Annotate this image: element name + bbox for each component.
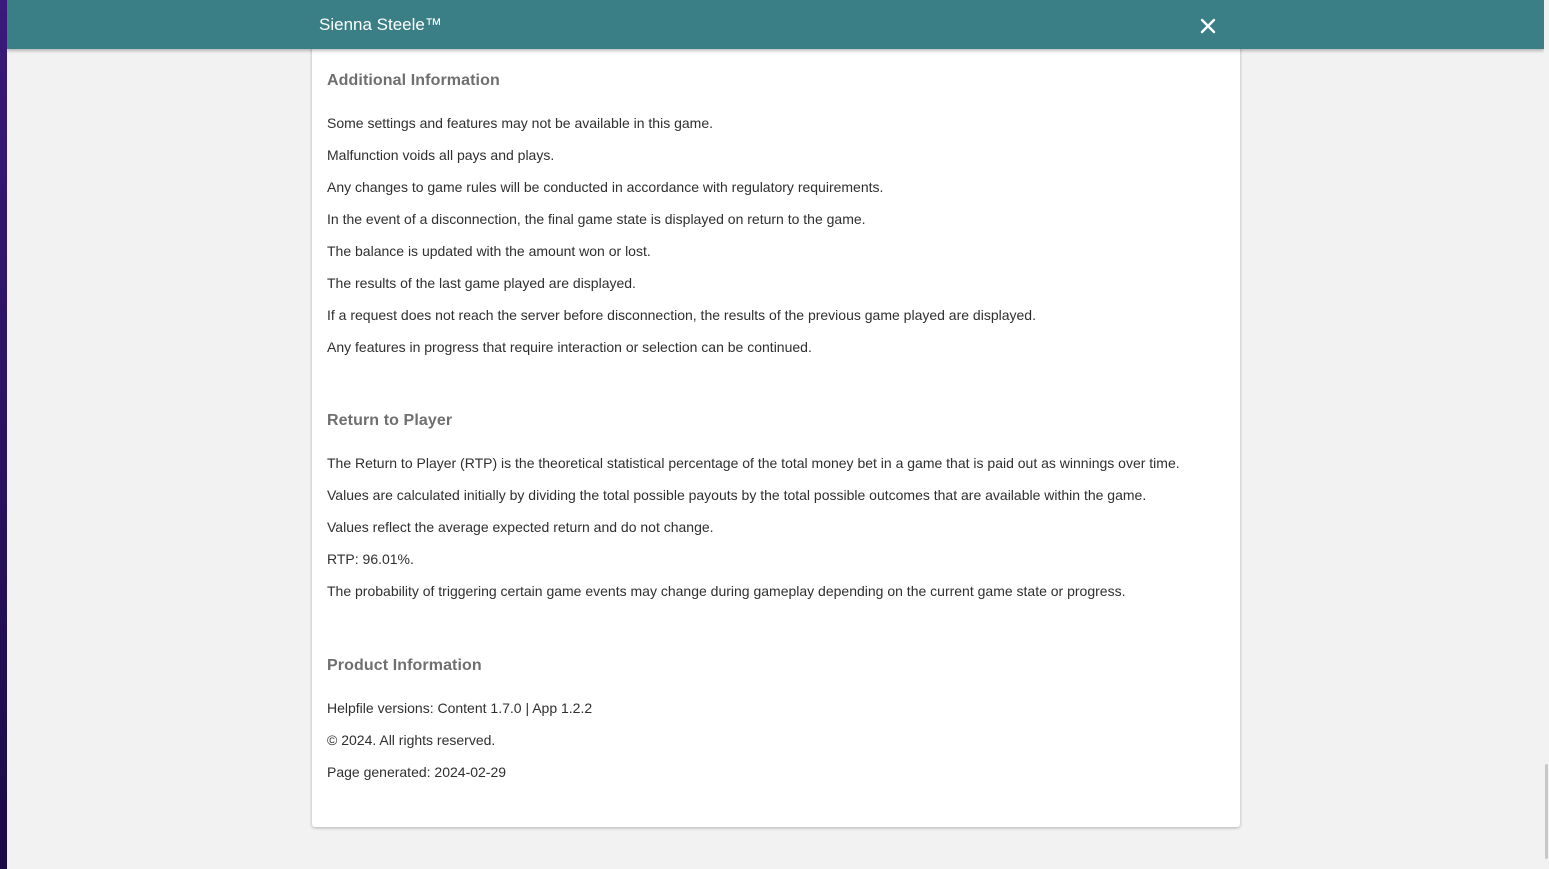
paragraph: Any features in progress that require interaction or selection can be continued. bbox=[327, 339, 812, 355]
content-card bbox=[312, 40, 1240, 827]
rtp-value: RTP: 96.01%. bbox=[327, 551, 414, 567]
background-strip bbox=[0, 0, 7, 869]
section-title: Return to Player bbox=[327, 412, 453, 429]
help-window bbox=[7, 0, 1544, 869]
close-icon bbox=[1195, 13, 1221, 39]
page-title: Sienna Steele™ bbox=[319, 15, 442, 34]
copyright: © 2024. All rights reserved. bbox=[327, 732, 496, 748]
paragraph: Some settings and features may not be available in this game. bbox=[327, 115, 713, 131]
helpfile-versions: Helpfile versions: Content 1.7.0 | App 1.2.2 bbox=[327, 700, 593, 716]
paragraph: The probability of triggering certain game events may change during gameplay depending on the current game state or progress. bbox=[327, 583, 1126, 599]
section-title: Additional Information bbox=[327, 72, 500, 89]
header-bar bbox=[7, 0, 1544, 49]
paragraph: If a request does not reach the server before disconnection, the results of the previous game played are displayed. bbox=[327, 307, 1036, 323]
paragraph: The Return to Player (RTP) is the theoretical statistical percentage of the total money bet in a game that is paid out as winnings over time. bbox=[327, 455, 1180, 471]
section-additional-information bbox=[327, 71, 1036, 370]
page-generated-date: Page generated: 2024-02-29 bbox=[327, 764, 507, 780]
paragraph: Malfunction voids all pays and plays. bbox=[327, 147, 555, 163]
paragraph: Any changes to game rules will be conducted in accordance with regulatory requirements. bbox=[327, 179, 884, 195]
paragraph: In the event of a disconnection, the final game state is displayed on return to the game. bbox=[327, 211, 866, 227]
paragraph: The balance is updated with the amount won or lost. bbox=[327, 243, 651, 259]
paragraph: Values are calculated initially by dividing the total possible payouts by the total possible outcomes that are available within the game. bbox=[327, 487, 1147, 503]
paragraph: The results of the last game played are displayed. bbox=[327, 275, 636, 291]
scrollbar-thumb[interactable] bbox=[1545, 764, 1548, 859]
section-return-to-player bbox=[327, 411, 1180, 614]
section-title: Product Information bbox=[327, 657, 482, 674]
close-button[interactable] bbox=[1195, 13, 1221, 39]
paragraph: Values reflect the average expected return and do not change. bbox=[327, 519, 714, 535]
scrollbar-track[interactable] bbox=[1544, 0, 1549, 869]
section-product-information bbox=[327, 656, 592, 795]
